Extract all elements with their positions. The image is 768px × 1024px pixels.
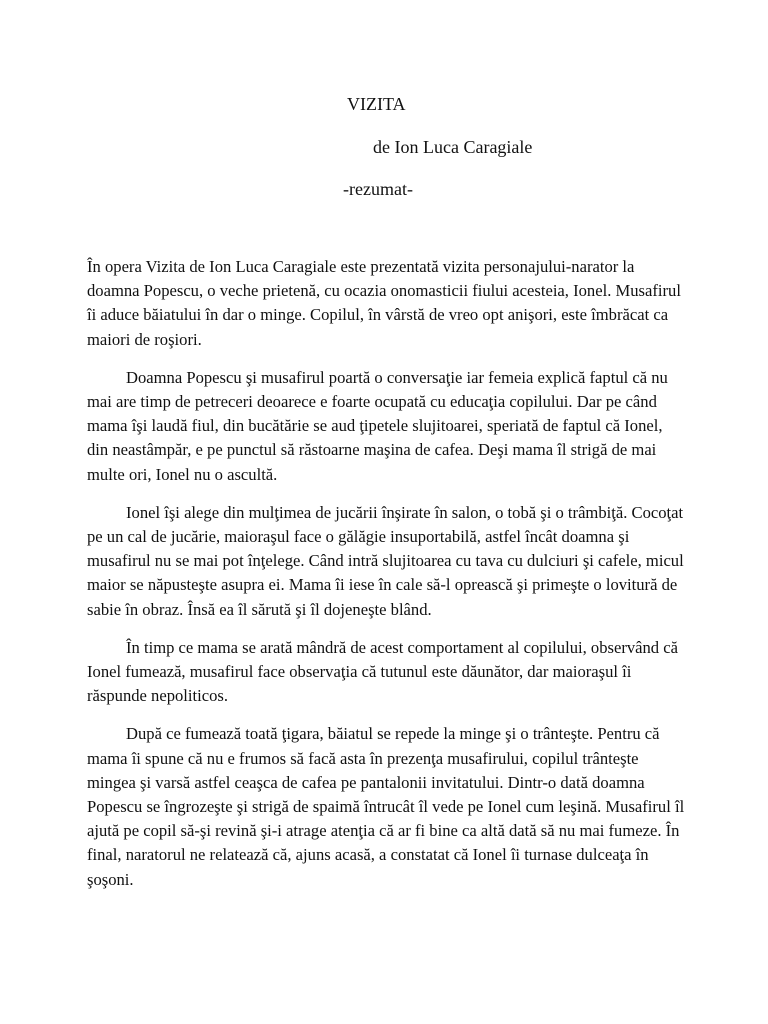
paragraph-1: În opera Vizita de Ion Luca Caragiale este prezentată vizita personajului-narator la doamna Popescu, o veche prietenă, cu ocazia onomasticii fiului acesteia, Ionel. Musafirul îi aduce băiatului în dar o minge. Copilul, în vârstă de vreo opt anişori, este îmbrăcat ca maiori de roşiori.	[87, 257, 681, 349]
document-subtitle: -rezumat-	[343, 179, 413, 199]
author-line: de Ion Luca Caragiale	[373, 137, 533, 157]
paragraph-5: După ce fumează toată ţigara, băiatul se repede la minge şi o trânteşte. Pentru că mama îi spune că nu e frumos să facă asta în prezenţa musafirului, copilul trânteşte mingea şi varsă astfel ceaşca de cafea pe pantalonii invitatului. Dintr-o dată doamna Popescu se îngrozeşte şi strigă de spaimă întrucât îl vede pe Ionel cum leşină. Musafirul îl ajută pe copil să-şi revină şi-i atrage atenţia că ar fi bine ca altă dată să nu mai fumeze. În final, naratorul ne relatează că, ajuns acasă, a constatat că Ionel îi turnase dulceaţa în şoşoni.	[87, 724, 685, 889]
document-title: VIZITA	[347, 94, 406, 114]
document-body	[87, 255, 687, 906]
paragraph-4: În timp ce mama se arată mândră de acest comportament al copilului, observând că Ionel fumează, musafirul face observaţia că tutunul este dăunător, dar maioraşul îi răspunde nepoliticos.	[87, 637, 678, 706]
paragraph-2: Doamna Popescu şi musafirul poartă o conversaţie iar femeia explică faptul că nu mai are timp de petreceri deoarece e foarte ocupată cu educaţia copilului. Dar pe când mama îşi laudă fiul, din bucătărie se aud ţipetele slujitoarei, speriată de faptul că Ionel, din neastâmpăr, e pe punctul să răstoarne maşina de cafea. Deşi mama îl strigă de mai multe ori, Ionel nu o ascultă.	[87, 367, 668, 484]
paragraph-3: Ionel îşi alege din mulţimea de jucării înşirate în salon, o tobă şi o trâmbiţă. Cocoţat pe un cal de jucărie, maioraşul face o gălăgie insuportabilă, astfel încât doamna şi musafirul nu se mai pot înţelege. Când intră slujitoarea cu tava cu dulciuri şi cafele, micul maior se năpusteşte asupra ei. Mama îi iese în cale să-l oprească şi primeşte o lovitură de sabie în obraz. Însă ea îl sărută şi îl dojeneşte blând.	[87, 502, 684, 619]
